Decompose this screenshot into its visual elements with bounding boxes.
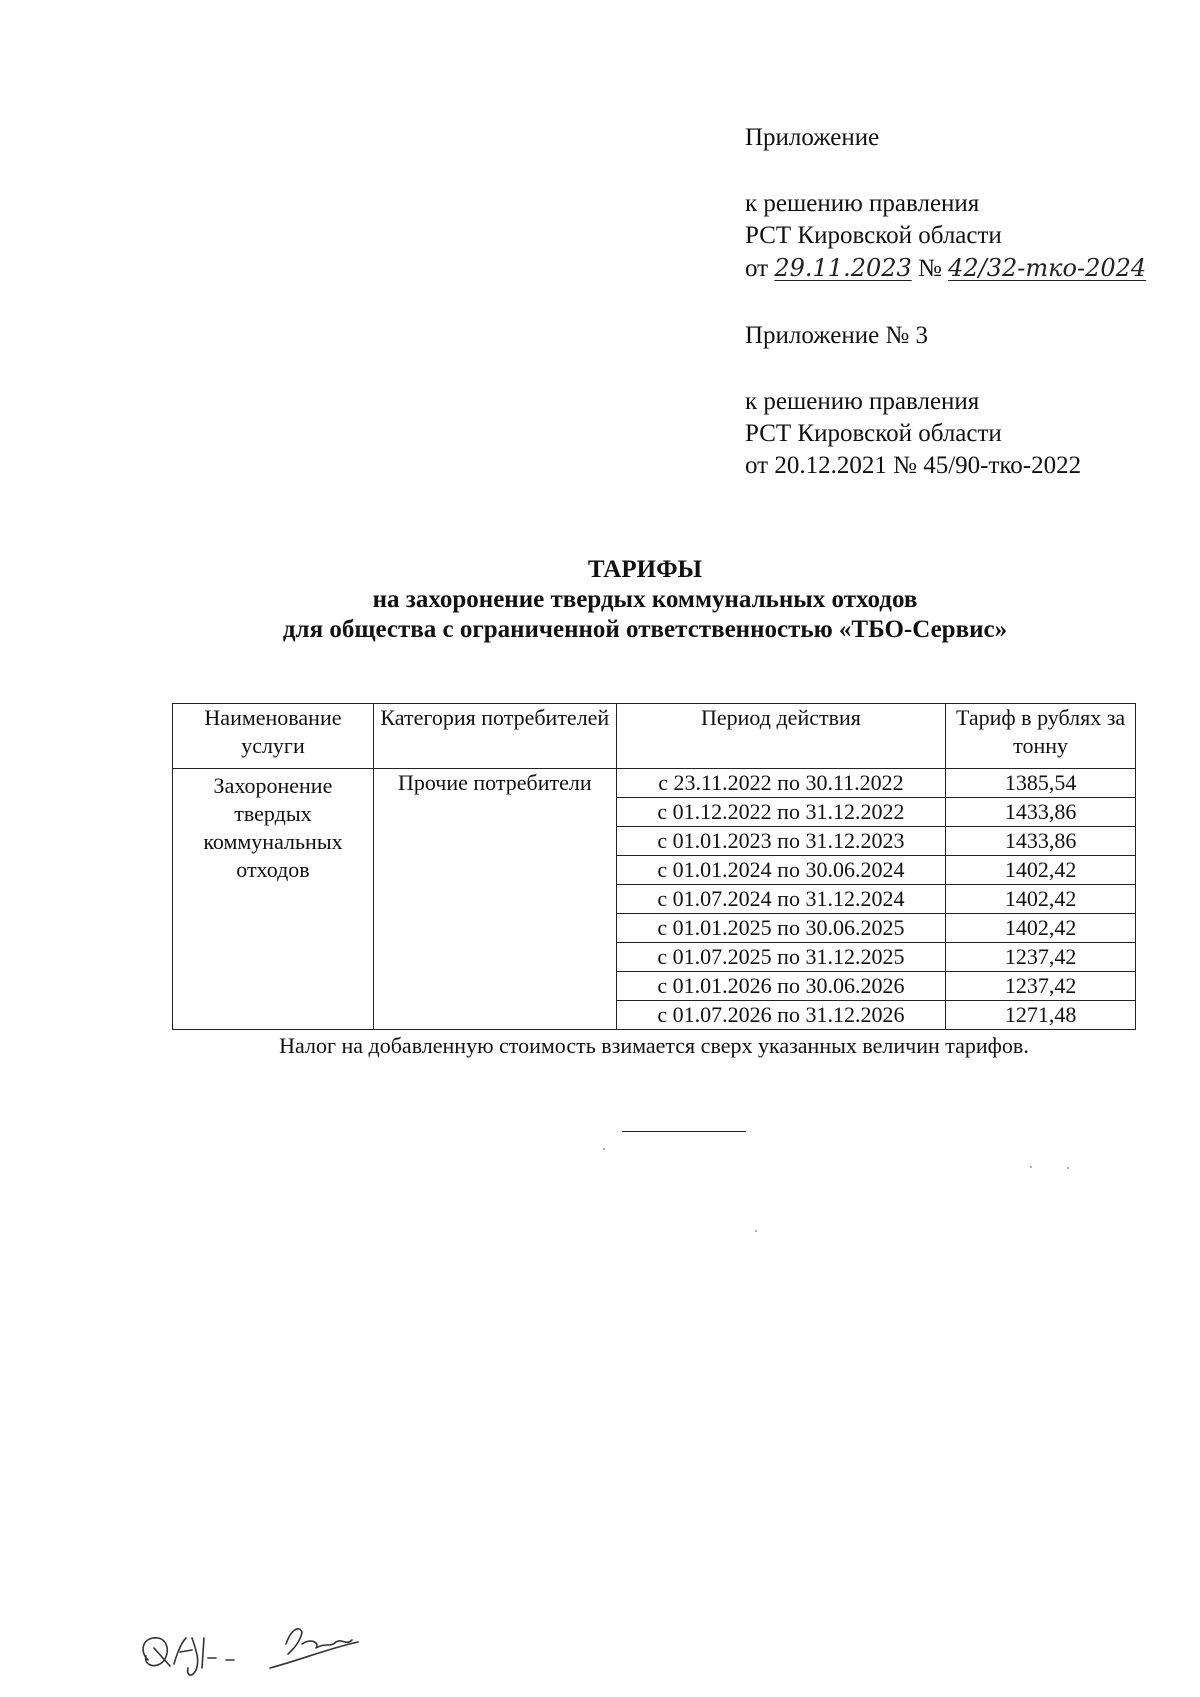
decision-date-line: от 29.11.2023 № 42/32-тко-2024 — [745, 254, 1147, 282]
scan-speck — [1030, 1166, 1032, 1168]
tariff-cell: 1271,48 — [946, 1001, 1136, 1030]
category-cell: Прочие потребители — [373, 769, 616, 1030]
handwritten-date: 29.11.2023 — [774, 254, 912, 282]
decision-line-1: к решению правления — [745, 190, 980, 217]
appendix-title: Приложение — [745, 124, 880, 151]
tariff-cell: 1237,42 — [946, 943, 1136, 972]
signature-initials — [130, 1598, 390, 1688]
tariff-cell: 1402,42 — [946, 914, 1136, 943]
handwritten-number: 42/32-тко-2024 — [948, 254, 1147, 282]
header-tariff: Тариф в рублях за тонну — [946, 704, 1136, 769]
tariff-cell: 1402,42 — [946, 885, 1136, 914]
decision-reference-new — [745, 188, 1146, 285]
period-cell: с 01.01.2023 по 31.12.2023 — [616, 827, 946, 856]
period-cell: с 01.01.2024 по 30.06.2024 — [616, 856, 946, 885]
header-service: Наименование услуги — [173, 704, 374, 769]
header-period: Период действия — [616, 704, 946, 769]
table-row — [173, 769, 1136, 798]
scan-speck — [603, 1148, 605, 1150]
end-rule — [622, 1131, 746, 1132]
tariff-cell: 1402,42 — [946, 856, 1136, 885]
old-decision-line-2: РСТ Кировской области — [745, 420, 1002, 447]
vat-note: Налог на добавленную стоимость взимается сверх указанных величин тарифов. — [279, 1033, 1029, 1058]
appendix-3-label — [745, 320, 928, 352]
tariff-cell: 1433,86 — [946, 827, 1136, 856]
tariff-cell: 1237,42 — [946, 972, 1136, 1001]
appendix-3-title: Приложение № 3 — [745, 322, 929, 349]
scan-speck — [755, 1230, 757, 1232]
old-decision-line-3: от 20.12.2021 № 45/90-тко-2022 — [745, 452, 1082, 479]
document-subtitle-1: на захоронение твердых коммунальных отходов — [372, 586, 918, 613]
period-cell: с 01.12.2022 по 31.12.2022 — [616, 798, 946, 827]
decision-line-2: РСТ Кировской области — [745, 222, 1002, 249]
document-subtitle-2: для общества с ограниченной ответственностью «ТБО-Сервис» — [282, 616, 1008, 643]
tariff-table — [172, 703, 1136, 1030]
tariff-cell: 1433,86 — [946, 798, 1136, 827]
period-cell: с 01.01.2025 по 30.06.2025 — [616, 914, 946, 943]
table-header-row — [173, 704, 1136, 769]
decision-reference-old — [745, 386, 1081, 482]
period-cell: с 01.07.2025 по 31.12.2025 — [616, 943, 946, 972]
document-title: ТАРИФЫ — [587, 556, 703, 583]
header-category: Категория потребителей — [373, 704, 616, 769]
period-cell: с 01.07.2026 по 31.12.2026 — [616, 1001, 946, 1030]
period-cell: с 01.07.2024 по 31.12.2024 — [616, 885, 946, 914]
period-cell: с 01.01.2026 по 30.06.2026 — [616, 972, 946, 1001]
tariff-cell: 1385,54 — [946, 769, 1136, 798]
service-cell: Захоронение твердых коммунальных отходов — [173, 769, 374, 1030]
appendix-label — [745, 122, 879, 154]
scan-speck — [1067, 1167, 1069, 1169]
old-decision-line-1: к решению правления — [745, 388, 980, 415]
period-cell: с 23.11.2022 по 30.11.2022 — [616, 769, 946, 798]
